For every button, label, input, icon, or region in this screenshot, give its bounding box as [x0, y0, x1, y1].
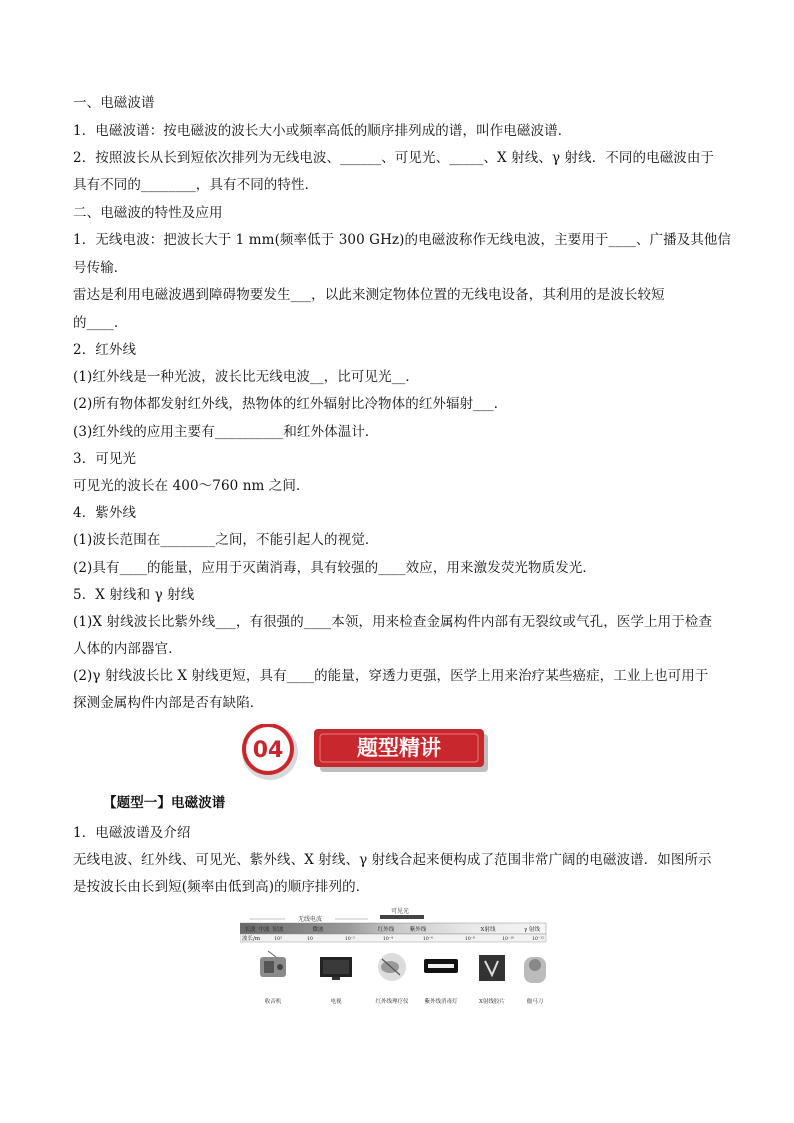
paragraph-line: 人体的内部器官． — [73, 641, 182, 657]
tick-label: 10⁻⁸ — [465, 937, 475, 942]
band-label: 微波 — [312, 927, 324, 933]
band-label: 短波 — [272, 927, 284, 933]
infrared-therapy-icon — [378, 953, 406, 981]
device-label: 紫外线消毒灯 — [424, 999, 458, 1005]
paragraph-line: 2．按照波长从长到短依次排列为无线电波、______、可见光、_____、X 射线、γ 射线．不同的电磁波由于 — [73, 150, 715, 166]
device-label: 伽马刀 — [526, 999, 544, 1005]
paragraph-line: (1)波长范围在________之间，不能引起人的视觉． — [73, 532, 379, 548]
band-label: X射线 — [480, 927, 496, 933]
paragraph-line: (1)红外线是一种光波，波长比无线电波__，比可见光__． — [73, 369, 420, 385]
tick-label: 10³ — [274, 937, 282, 942]
paragraph-line: 是按波长由长到短(频率由低到高)的顺序排列的． — [73, 879, 370, 895]
band-label: 紫外线 — [409, 927, 427, 933]
section-banner — [240, 724, 490, 780]
paragraph-line: 具有不同的________，具有不同的特性． — [73, 177, 319, 193]
tick-label: 10⁻¹² — [532, 937, 544, 942]
tick-label: 10⁻¹⁰ — [502, 937, 514, 942]
paragraph-line: 1．无线电波：把波长大于 1 mm(频率低于 300 GHz)的电磁波称作无线电波，主要用于____、广播及其他信 — [73, 232, 732, 248]
paragraph-line: 号传输． — [73, 260, 128, 276]
band-label: γ 射线 — [523, 927, 541, 933]
paragraph-line: 无线电波、红外线、可见光、紫外线、X 射线、γ 射线合起来便构成了范围非常广阔的电磁波谱．如图所示 — [73, 852, 712, 868]
paragraph-line: 的____． — [73, 315, 128, 331]
visible-band-marker — [380, 915, 424, 919]
band-label: 中波 — [258, 927, 270, 933]
paragraph-line: (3)红外线的应用主要有__________和红外体温计． — [73, 424, 379, 440]
band-label: 红外线 — [377, 927, 395, 933]
banner-title: 题型精讲 — [357, 736, 441, 760]
paragraph-line: 1．电磁波谱：按电磁波的波长大小或频率高低的顺序排列成的谱，叫作电磁波谱． — [73, 123, 572, 139]
tick-label: 10⁻² — [345, 937, 355, 942]
device-label: 收音机 — [264, 999, 282, 1005]
tick-label: 10⁻⁶ — [423, 937, 433, 942]
heading-applications: 二、电磁波的特性及应用 — [73, 205, 223, 221]
subheading-xray-gamma: 5．X 射线和 γ 射线 — [73, 587, 195, 603]
axis-label: 波长/m — [242, 936, 261, 942]
device-label: 电视 — [330, 999, 342, 1005]
visible-light-label: 可见光 — [390, 908, 410, 915]
subheading-visible: 3．可见光 — [73, 451, 137, 467]
paragraph-line: 探测金属构件内部是否有缺陷． — [73, 695, 264, 711]
gamma-knife-icon — [524, 957, 546, 983]
xray-film-icon — [479, 955, 505, 981]
spectrum-figure — [240, 905, 552, 1015]
tick-label: 10⁻⁴ — [383, 937, 393, 942]
uv-lamp-icon — [424, 959, 458, 973]
device-label: 红外线理疗仪 — [375, 999, 409, 1005]
heading-spectrum: 一、电磁波谱 — [73, 95, 155, 111]
radio-wave-label: 无线电波 — [297, 916, 323, 923]
radio-icon — [260, 951, 286, 977]
device-label: X射线胶片 — [479, 999, 505, 1005]
paragraph-line: (1)X 射线波长比紫外线___，有很强的____本领，用来检查金属构件内部有无裂纹或气孔，医学上用于检查 — [73, 614, 713, 630]
paragraph-line: 1．电磁波谱及介绍 — [73, 825, 191, 841]
topic-heading: 【题型一】电磁波谱 — [103, 795, 226, 811]
tv-icon — [320, 957, 352, 980]
banner-number: 04 — [252, 738, 284, 763]
paragraph-line: 雷达是利用电磁波遇到障碍物要发生___，以此来测定物体位置的无线电设备，其利用的是波长较短 — [73, 287, 665, 303]
subheading-infrared: 2．红外线 — [73, 342, 137, 358]
paragraph-line: 可见光的波长在 400～760 nm 之间． — [73, 478, 310, 494]
band-label: 长波 — [244, 927, 256, 933]
paragraph-line: (2)γ 射线波长比 X 射线更短，具有____的能量，穿透力更强，医学上用来治疗某些癌症，工业上也可用于 — [73, 668, 709, 684]
subheading-ultraviolet: 4．紫外线 — [73, 505, 137, 521]
paragraph-line: (2)具有____的能量，应用于灭菌消毒，具有较强的____效应，用来激发荧光物质发光． — [73, 560, 597, 576]
paragraph-line: (2)所有物体都发射红外线，热物体的红外辐射比冷物体的红外辐射___． — [73, 396, 508, 412]
tick-label: 10 — [307, 937, 313, 942]
